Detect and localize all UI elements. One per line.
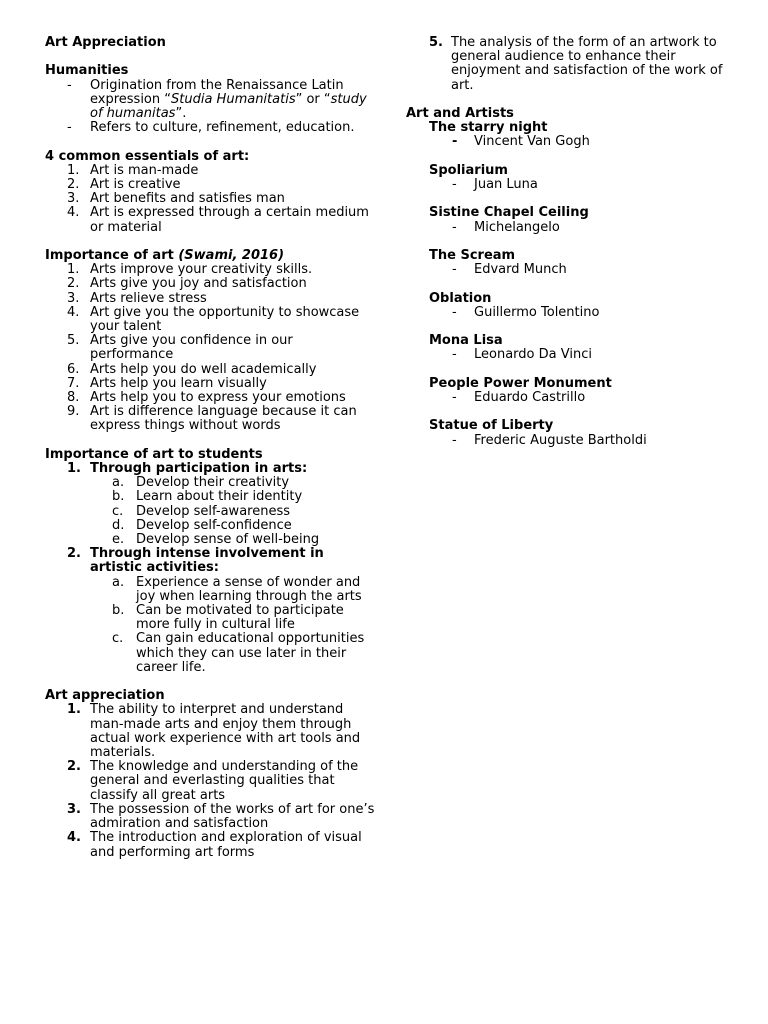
artist-item	[406, 135, 736, 149]
artist-name: Leonardo Da Vinci	[474, 347, 592, 363]
sub-list-item-text: Experience a sense of wonder and joy when learning through the arts	[136, 574, 362, 604]
sub-list-item	[90, 632, 375, 675]
artwork-title: The starry night	[429, 120, 548, 136]
list-item-text: Arts give you joy and satisfaction	[90, 276, 307, 292]
importance-heading	[45, 249, 375, 263]
number-marker: 2.	[67, 276, 80, 292]
sub-list-item	[90, 519, 375, 533]
essentials-heading: 4 common essentials of art:	[45, 148, 250, 164]
list-item	[45, 363, 375, 377]
number-marker: 4.	[67, 830, 81, 846]
humanities-text-a: Origination from the Renaissance Latin expression “	[90, 77, 344, 107]
artist-name: Eduardo Castrillo	[474, 389, 586, 405]
letter-marker: b.	[112, 603, 125, 619]
artist-item	[406, 178, 736, 192]
spacer	[406, 405, 736, 419]
artwork-title: The Scream	[429, 247, 516, 263]
dash-marker: -	[452, 262, 457, 278]
list-item-text: The ability to interpret and understand man-made arts and enjoy them through actual work experience with art tools and materials.	[90, 702, 361, 761]
studia-humanitatis: Studia Humanitatis	[171, 91, 296, 107]
sub-list-item-text: Develop sense of well-being	[136, 532, 320, 548]
list-item	[45, 803, 375, 831]
list-item-text: Art is difference language because it can express things without words	[90, 404, 357, 434]
sub-list-item-text: Develop their creativity	[136, 475, 290, 491]
right-column	[406, 36, 736, 448]
list-item-text: Arts help you do well academically	[90, 361, 317, 377]
list-item-text: The possession of the works of art for one’s admiration and satisfaction	[90, 801, 375, 832]
artist-list	[406, 348, 736, 362]
spacer	[406, 192, 736, 206]
dash-marker: -	[452, 177, 457, 192]
artist-name: Edvard Munch	[474, 262, 567, 278]
number-marker: 3.	[67, 290, 80, 306]
sub-list	[90, 576, 375, 675]
list-item-text: Arts improve your creativity skills.	[90, 262, 313, 278]
list-item-text: Art is man-made	[90, 162, 199, 178]
list-item	[45, 334, 375, 362]
sub-list-item	[90, 505, 375, 519]
sub-list-item-text: Learn about their identity	[136, 489, 303, 505]
list-item-text: Art give you the opportunity to showcase your talent	[90, 304, 360, 335]
artist-item	[406, 348, 736, 362]
list-item-text: Art benefits and satisfies man	[90, 191, 285, 207]
artist-name: Michelangelo	[474, 219, 560, 235]
sub-list-item	[90, 490, 375, 504]
list-item	[45, 263, 375, 277]
list-item	[45, 831, 375, 859]
letter-marker: a.	[112, 475, 125, 491]
dash-marker: -	[452, 432, 457, 448]
artwork-title: People Power Monument	[429, 375, 612, 391]
dash-marker: -	[452, 134, 458, 150]
dash-marker: -	[67, 77, 72, 93]
list-item-text: The analysis of the form of an artwork to general audience to enhance their enjoyment and satisfaction of the work of art.	[451, 35, 723, 93]
number-marker: 1.	[67, 702, 81, 718]
list-item-text: Arts give you confidence in our performance	[90, 333, 293, 363]
list-item	[45, 192, 375, 206]
importance-list	[45, 263, 375, 433]
number-marker: 1.	[67, 262, 80, 278]
sub-list-item	[90, 533, 375, 547]
number-marker: 8.	[67, 390, 80, 406]
importance-heading-text: Importance of art	[45, 248, 179, 263]
artist-list	[406, 178, 736, 192]
sub-list-item-text: Can be motivated to participate more fully in cultural life	[136, 603, 344, 633]
artist-name: Vincent Van Gogh	[474, 134, 590, 150]
dash-marker: -	[452, 304, 457, 320]
artists-heading: Art and Artists	[406, 106, 514, 121]
humanities-text-c: ”.	[175, 106, 187, 121]
list-item	[45, 79, 375, 122]
artwork-title: Sistine Chapel Ceiling	[429, 205, 589, 221]
group-title: Through intense involvement in artistic activities:	[90, 546, 324, 576]
number-marker: 5.	[67, 333, 80, 349]
list-item	[45, 178, 375, 192]
list-item	[45, 547, 375, 675]
sub-list-item-text: Develop self-awareness	[136, 503, 290, 519]
artist-list	[406, 306, 736, 320]
number-marker: 3.	[67, 191, 80, 207]
dash-marker: -	[452, 219, 457, 235]
number-marker: 2.	[67, 177, 80, 192]
list-item-text: Arts help you learn visually	[90, 375, 267, 391]
humanities-heading: Humanities	[45, 63, 129, 79]
artist-name: Frederic Auguste Bartholdi	[474, 432, 647, 448]
list-item	[45, 462, 375, 547]
list-item	[406, 36, 736, 93]
letter-marker: a.	[112, 574, 125, 590]
number-marker: 1.	[67, 162, 80, 178]
letter-marker: e.	[112, 532, 125, 548]
artist-item	[406, 221, 736, 235]
spacer	[406, 150, 736, 164]
artist-item	[406, 434, 736, 448]
artist-name: Juan Luna	[474, 177, 538, 192]
list-item	[45, 164, 375, 178]
students-heading: Importance of art to students	[45, 446, 263, 462]
humanities-text-d: Refers to culture, refinement, education.	[90, 120, 355, 136]
sub-list-item	[90, 576, 375, 604]
artist-list	[406, 263, 736, 277]
students-list	[45, 462, 375, 675]
number-marker: 3.	[67, 801, 81, 817]
list-item	[45, 703, 375, 760]
dash-marker: -	[67, 120, 72, 136]
importance-citation: (Swami, 2016)	[178, 248, 285, 263]
left-column	[45, 36, 375, 860]
artist-item	[406, 263, 736, 277]
group-title: Through participation in arts:	[90, 461, 308, 477]
number-marker: 1.	[67, 461, 81, 477]
sub-list-item-text: Develop self-confidence	[136, 517, 292, 533]
sub-list-item-text: Can gain educational opportunities which they can use later in their career life.	[136, 631, 365, 675]
list-item-text: The introduction and exploration of visual and performing art forms	[90, 830, 362, 860]
spacer	[406, 277, 736, 291]
dash-marker: -	[452, 389, 457, 405]
artist-item	[406, 306, 736, 320]
list-item	[45, 292, 375, 306]
letter-marker: c.	[112, 631, 124, 647]
list-item	[45, 277, 375, 291]
sub-list	[90, 476, 375, 547]
list-item	[45, 405, 375, 433]
works-section	[406, 121, 736, 448]
dash-marker: -	[452, 347, 457, 363]
letter-marker: d.	[112, 517, 125, 533]
essentials-list	[45, 164, 375, 235]
letter-marker: c.	[112, 503, 124, 519]
spacer	[406, 320, 736, 334]
list-item-text: Art is creative	[90, 177, 181, 192]
humanities-list	[45, 79, 375, 136]
list-item-text: Art is expressed through a certain medium or material	[90, 205, 369, 235]
list-item-text: Arts help you to express your emotions	[90, 390, 346, 406]
list-item	[45, 391, 375, 405]
study-of-humanitas: study of humanitas	[90, 91, 367, 121]
number-marker: 7.	[67, 375, 80, 391]
sub-list-item	[90, 604, 375, 632]
sub-list-item	[90, 476, 375, 490]
artwork-title: Statue of Liberty	[429, 418, 554, 434]
spacer	[406, 235, 736, 249]
artist-name: Guillermo Tolentino	[474, 304, 600, 320]
list-item	[45, 306, 375, 334]
list-item-text: The knowledge and understanding of the general and everlasting qualities that classify all great arts	[90, 759, 359, 803]
list-item	[45, 121, 375, 135]
number-marker: 5.	[429, 35, 443, 50]
artwork-title: Mona Lisa	[429, 333, 503, 349]
number-marker: 4.	[67, 304, 80, 320]
artwork-title: Oblation	[429, 290, 492, 306]
list-item	[45, 760, 375, 803]
list-item-text: Arts relieve stress	[90, 290, 207, 306]
number-marker: 6.	[67, 361, 80, 377]
number-marker: 2.	[67, 546, 81, 562]
appreciation-heading: Art appreciation	[45, 688, 165, 704]
artist-list	[406, 221, 736, 235]
humanities-text-b: ” or “	[295, 91, 331, 107]
number-marker: 2.	[67, 759, 81, 775]
appreciation-continued-list	[406, 36, 736, 93]
number-marker: 4.	[67, 205, 80, 221]
list-item	[45, 206, 375, 234]
artist-list	[406, 434, 736, 448]
letter-marker: b.	[112, 489, 125, 505]
spacer	[406, 363, 736, 377]
artist-item	[406, 391, 736, 405]
list-item	[45, 377, 375, 391]
number-marker: 9.	[67, 404, 80, 420]
appreciation-list	[45, 703, 375, 859]
artwork-title: Spoliarium	[429, 162, 508, 178]
document-title: Art Appreciation	[45, 35, 166, 50]
artist-list	[406, 391, 736, 405]
artist-list	[406, 135, 736, 149]
